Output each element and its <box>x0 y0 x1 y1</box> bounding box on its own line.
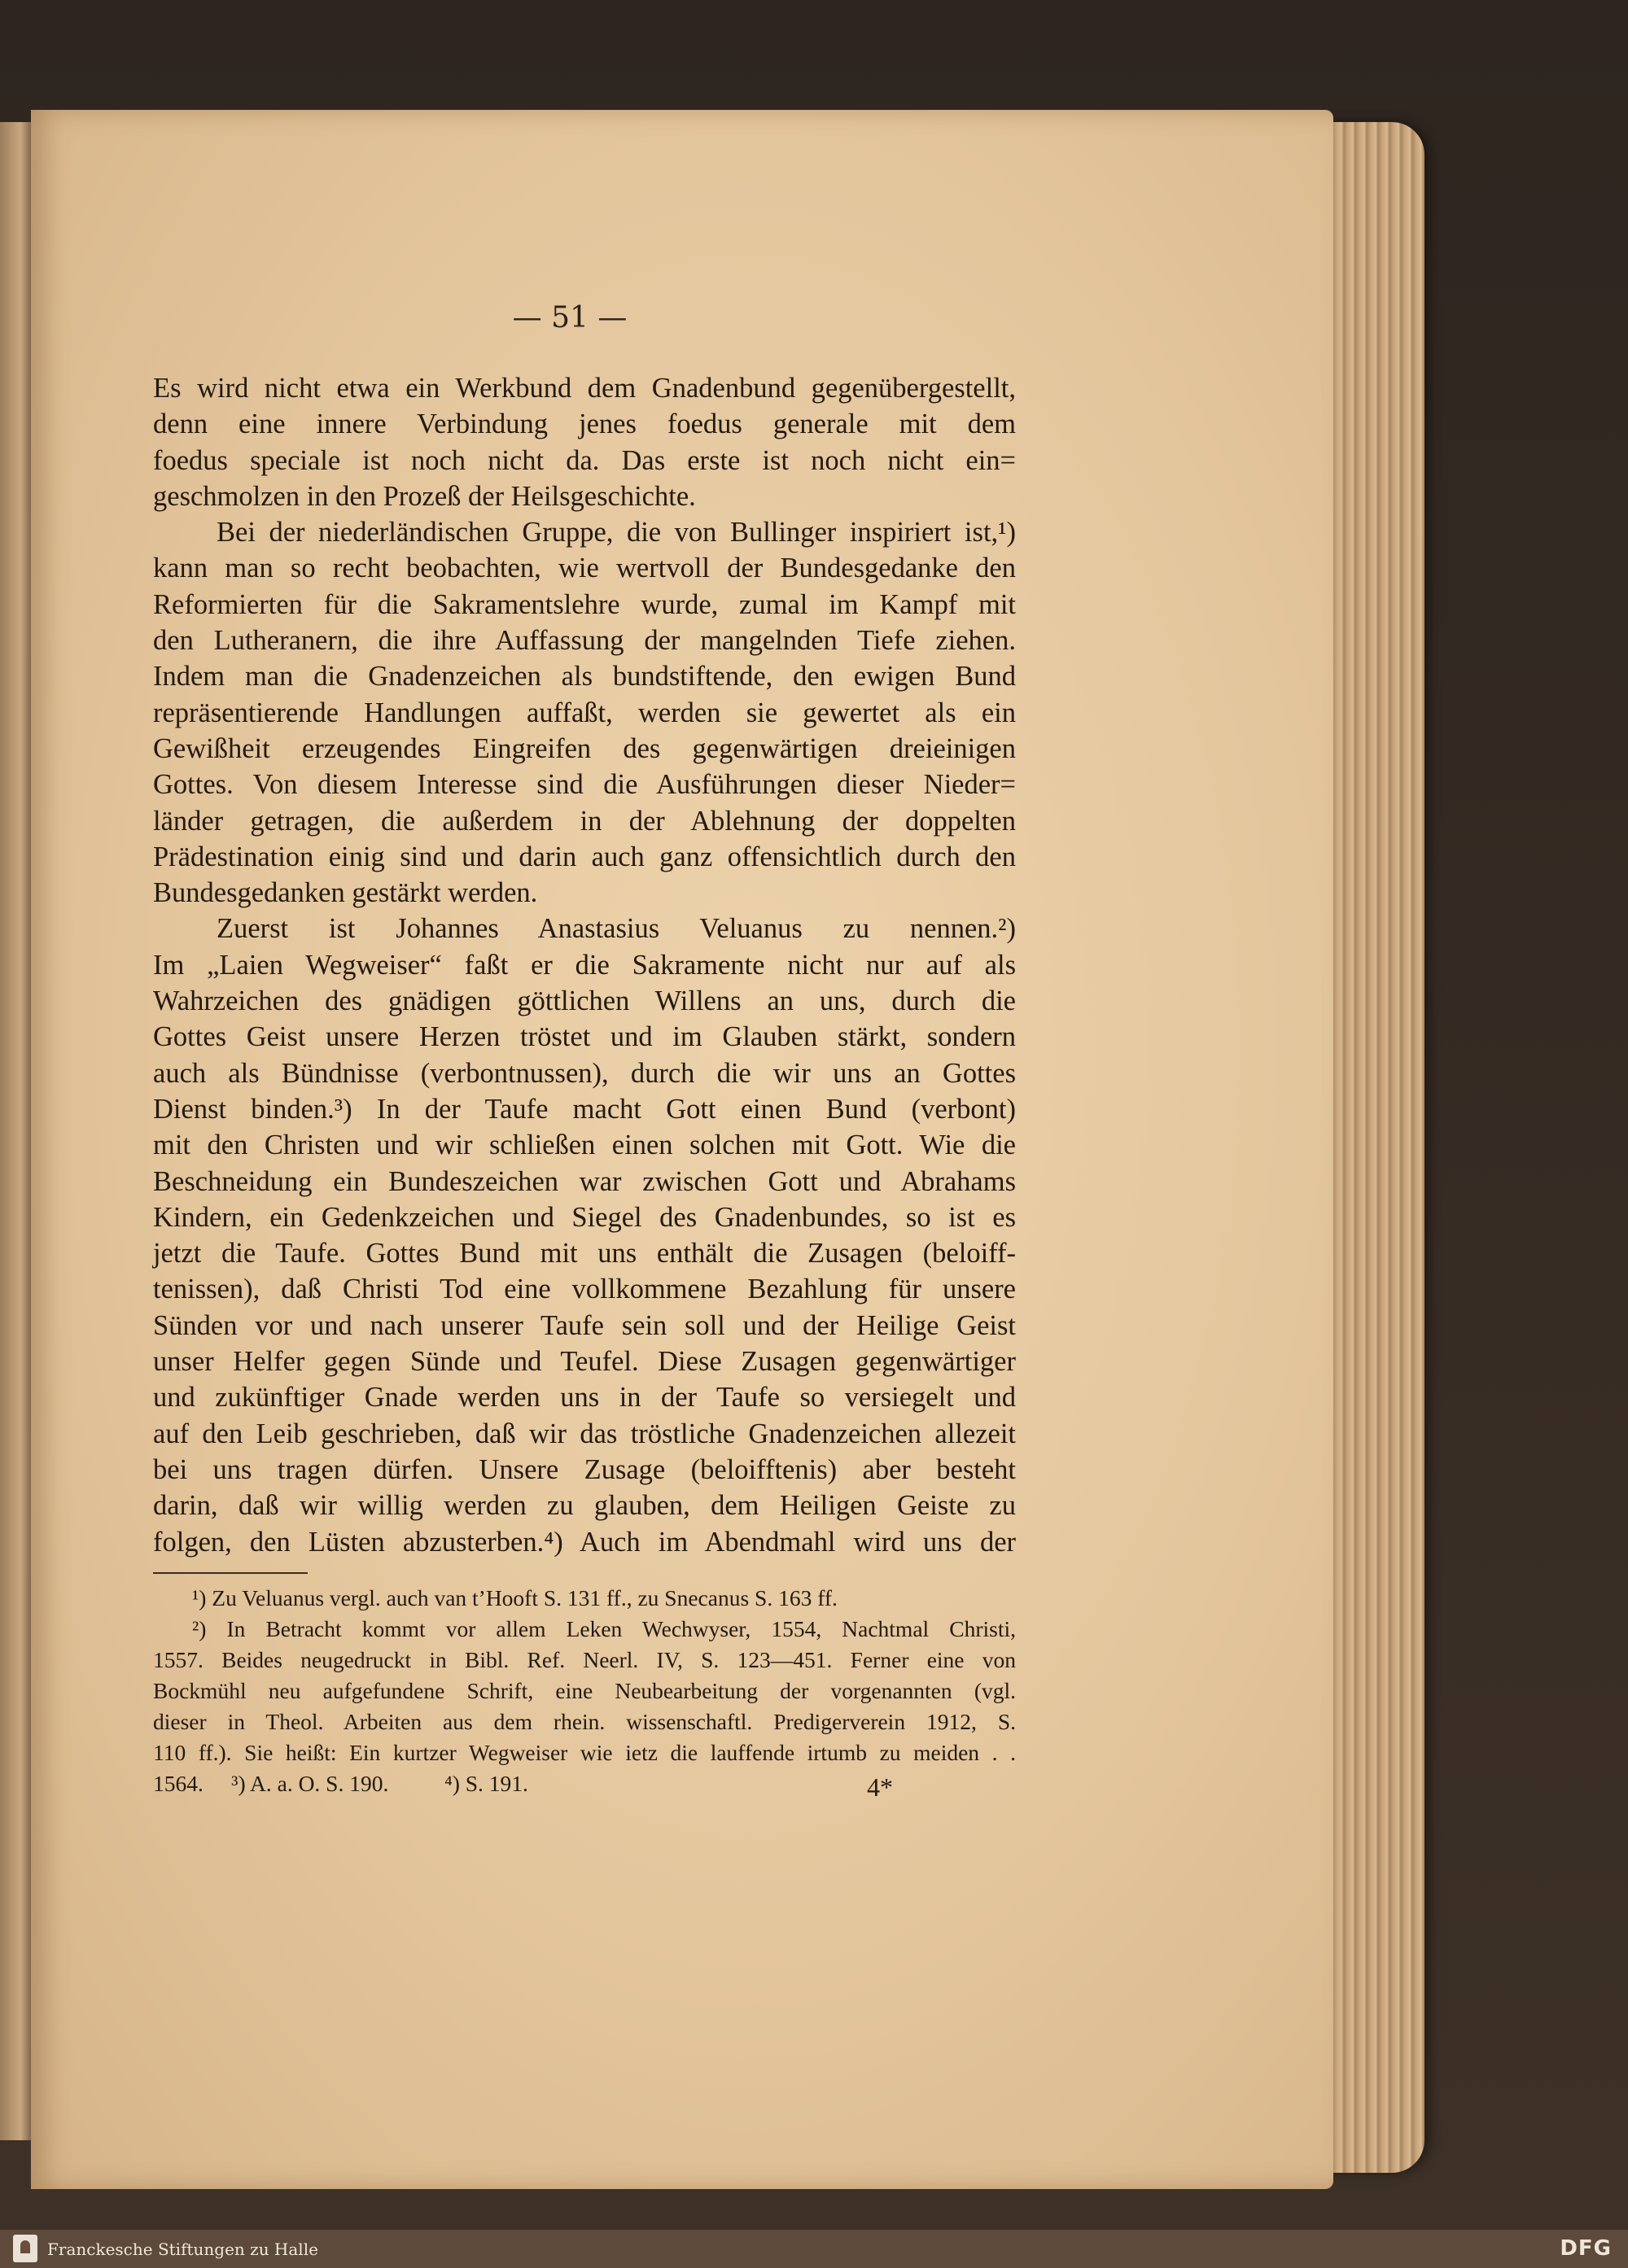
text-line: Sünden vor und nach unserer Taufe sein soll und der Heilige Geist <box>153 1309 1016 1341</box>
text-line: auch als Bündnisse (verbontnussen), durch die wir uns an Gottes <box>153 1057 1016 1089</box>
text-line: Bundesgedanken gestärkt werden. <box>153 877 538 909</box>
text-line: foedus speciale ist noch nicht da. Das erste ist noch nicht ein= <box>153 444 1016 476</box>
text-line: bei uns tragen dürfen. Unsere Zusage (beloifftenis) aber besteht <box>153 1453 1016 1485</box>
left-page-edge <box>0 122 34 2140</box>
text-line: Dienst binden.³) In der Taufe macht Gott einen Bund (verbont) <box>153 1093 1016 1125</box>
footer-bar <box>0 2230 1628 2268</box>
text-line: Im „Laien Wegweiser“ faßt er die Sakramente nicht nur auf als <box>153 949 1016 981</box>
text-line: Kindern, ein Gedenkzeichen und Siegel des Gnadenbundes, so ist es <box>153 1201 1016 1233</box>
footnote-line: ²) In Betracht kommt vor allem Leken Wechwyser, 1554, Nachtmal Christi, <box>192 1616 1016 1641</box>
text-line: geschmolzen in den Prozeß der Heilsgeschichte. <box>153 480 696 512</box>
body-text <box>153 370 1016 1560</box>
text-line: auf den Leib geschrieben, daß wir das tröstliche Gnadenzeichen allezeit <box>153 1418 1016 1449</box>
footnote-separator <box>153 1572 308 1574</box>
text-line: repräsentierende Handlungen auffaßt, werden sie gewertet als ein <box>153 697 1016 728</box>
page-number: — 51 — <box>512 301 628 334</box>
footnote-line: dieser in Theol. Arbeiten aus dem rhein. wissenschaftl. Predigerverein 1912, S. <box>153 1709 1016 1734</box>
footnote-line: Bockmühl neu aufgefundene Schrift, eine Neubearbeitung der vorgenannten (vgl. <box>153 1678 1016 1703</box>
text-line: folgen, den Lüsten abzusterben.⁴) Auch im Abendmahl wird uns der <box>153 1526 1016 1558</box>
text-line: Bei der niederländischen Gruppe, die von Bullinger inspiriert ist,¹) <box>217 517 1016 548</box>
text-line: Zuerst ist Johannes Anastasius Veluanus zu nennen.²) <box>217 913 1016 945</box>
text-line: Gottes Geist unsere Herzen tröstet und im Glauben stärkt, sondern <box>153 1021 1016 1053</box>
text-line: jetzt die Taufe. Gottes Bund mit uns enthält die Zusagen (beloiff- <box>153 1238 1016 1269</box>
text-line: länder getragen, die außerdem in der Ablehnung der doppelten <box>153 805 1016 837</box>
text-line: mit den Christen und wir schließen einen solchen mit Gott. Wie die <box>153 1130 1016 1161</box>
signature-mark: 4* <box>867 1772 893 1802</box>
text-line: denn eine innere Verbindung jenes foedus generale mit dem <box>153 409 1016 440</box>
text-line: Beschneidung ein Bundeszeichen war zwischen Gott und Abrahams <box>153 1165 1016 1197</box>
text-line: den Lutheranern, die ihre Auffassung der mangelnden Tiefe ziehen. <box>153 625 1016 657</box>
footnote-line: 1557. Beides neugedruckt in Bibl. Ref. Neerl. IV, S. 123—451. Ferner eine von <box>153 1647 1016 1672</box>
text-line: darin, daß wir willig werden zu glauben, dem Heiligen Geiste zu <box>153 1490 1016 1522</box>
text-line: Wahrzeichen des gnädigen göttlichen Willens an uns, durch die <box>153 985 1016 1017</box>
text-line: Gottes. Von diesem Interesse sind die Ausführungen dieser Nieder= <box>153 769 1016 801</box>
text-line: Gewißheit erzeugendes Eingreifen des gegenwärtigen dreieinigen <box>153 732 1016 764</box>
dfg-logo: DFG <box>1560 2236 1612 2261</box>
footnote-line: ¹) Zu Veluanus vergl. auch van t’Hooft S. 131 ff., zu Snecanus S. 163 ff. <box>192 1585 838 1610</box>
text-line: kann man so recht beobachten, wie wertvoll der Bundesgedanke den <box>153 553 1016 584</box>
text-line: Indem man die Gnadenzeichen als bundstiftende, den ewigen Bund <box>153 661 1016 693</box>
footnotes <box>153 1583 1016 1799</box>
text-line: Prädestination einig sind und darin auch ganz offensichtlich durch den <box>153 841 1016 872</box>
institution-logo-icon <box>13 2235 37 2262</box>
footnote-line: 110 ff.). Sie heißt: Ein kurtzer Wegweiser wie ietz die lauffende irtumb zu meiden . . <box>153 1740 1016 1765</box>
text-line: tenissen), daß Christi Tod eine vollkommene Bezahlung für unsere <box>153 1274 1016 1305</box>
text-line: Es wird nicht etwa ein Werkbund dem Gnadenbund gegenübergestellt, <box>153 373 1016 404</box>
text-line: unser Helfer gegen Sünde und Teufel. Diese Zusagen gegenwärtiger <box>153 1346 1016 1378</box>
text-line: und zukünftiger Gnade werden uns in der Taufe so versiegelt und <box>153 1382 1016 1414</box>
institution-name: Franckesche Stiftungen zu Halle <box>47 2240 318 2259</box>
text-line: Reformierten für die Sakramentslehre wurde, zumal im Kampf mit <box>153 588 1016 620</box>
footnote-line: 1564. ³) A. a. O. S. 190. ⁴) S. 191. <box>153 1771 528 1796</box>
